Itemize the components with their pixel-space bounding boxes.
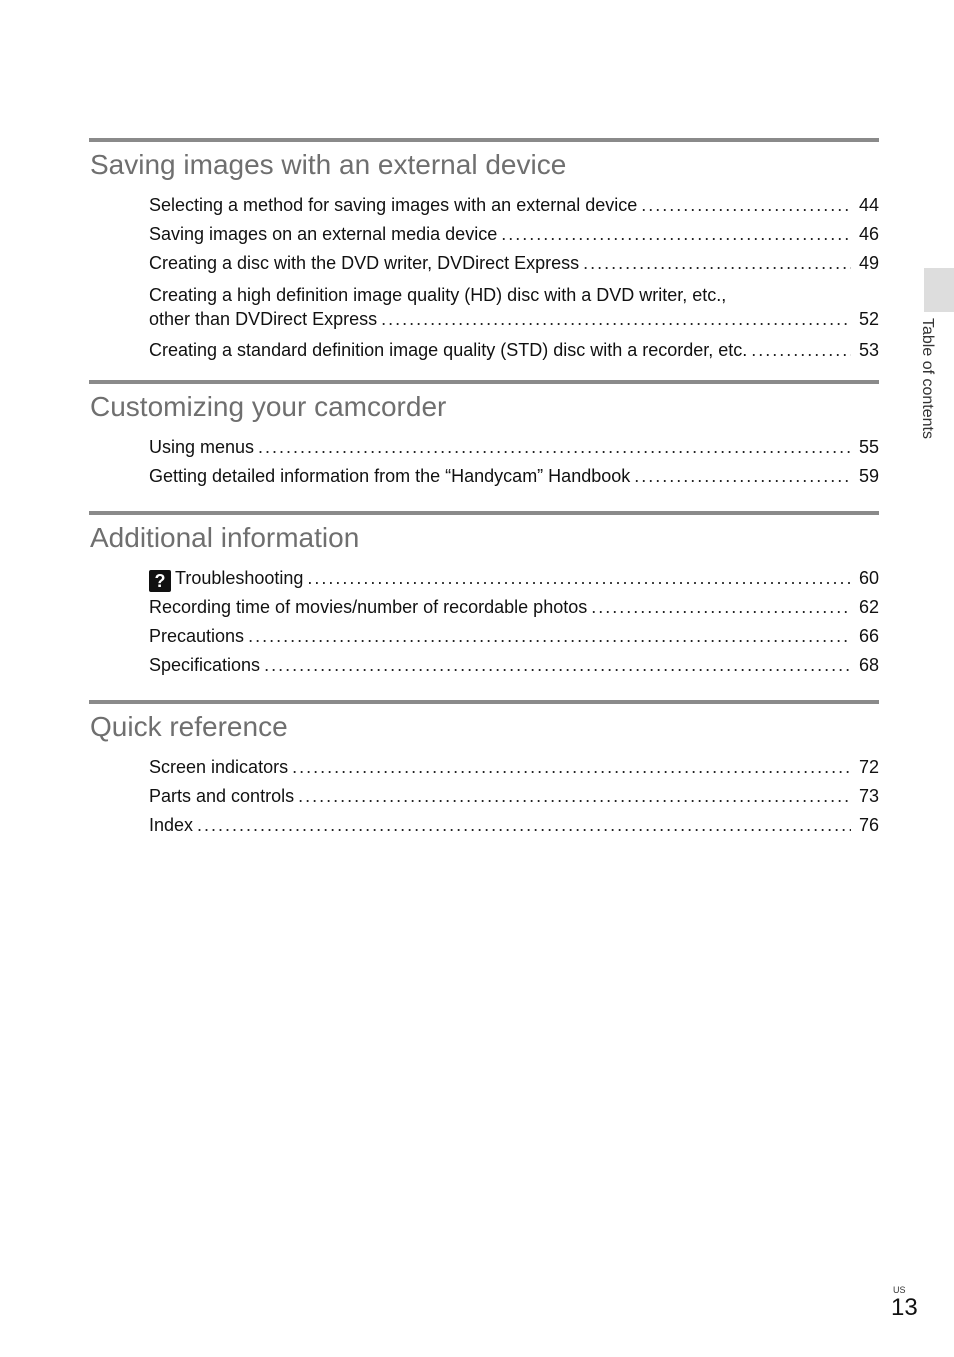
entry-page: 66 [858, 626, 879, 646]
leader-dots [501, 220, 851, 249]
region-code: US [893, 1285, 906, 1295]
entry-page: 60 [858, 568, 879, 588]
entry-label: Recording time of movies/number of recordable photos [149, 597, 588, 617]
entries [149, 191, 879, 365]
entry-label: Getting detailed information from the “Handycam” Handbook [149, 466, 631, 486]
leader-dots [307, 564, 851, 593]
section-title: Additional information [90, 522, 360, 553]
toc-entry[interactable] [149, 433, 879, 462]
leader-dots [591, 593, 851, 622]
toc-entry[interactable] [149, 622, 879, 651]
section-additional-info [89, 511, 879, 680]
leader-dots [292, 753, 851, 782]
entry-page: 72 [858, 757, 879, 777]
entry-label: Screen indicators [149, 757, 289, 777]
entry-label: Selecting a method for saving images with an external device [149, 195, 638, 215]
toc-entry[interactable] [149, 651, 879, 680]
leader-dots [751, 336, 851, 365]
entry-page: 68 [858, 655, 879, 675]
section-customizing [89, 380, 879, 491]
entry-label: Using menus [149, 437, 255, 457]
entry-page: 53 [858, 340, 879, 360]
leader-dots [264, 651, 851, 680]
entry-label-wrap [149, 564, 303, 593]
section-title: Saving images with an external device [90, 149, 567, 180]
entry-label: Troubleshooting [175, 568, 304, 588]
toc-entry[interactable] [149, 336, 879, 365]
section-quick-reference [89, 700, 879, 840]
entry-label: other than DVDirect Express [149, 309, 378, 329]
leader-dots [298, 782, 851, 811]
entry-page: 76 [858, 815, 879, 835]
leader-dots [634, 462, 851, 491]
section-rule [89, 138, 879, 142]
toc-entry[interactable] [149, 249, 879, 278]
toc-entry[interactable] [149, 220, 879, 249]
toc-entry[interactable] [149, 191, 879, 220]
leader-dots [258, 433, 851, 462]
section-rule [89, 380, 879, 384]
side-label: Table of contents [919, 318, 936, 439]
entry-label: Index [149, 815, 194, 835]
entry-label: Specifications [149, 655, 261, 675]
leader-dots [381, 307, 851, 331]
leader-dots [641, 191, 851, 220]
entry-label: Creating a disc with the DVD writer, DVDirect Express [149, 253, 580, 273]
section-saving-images [89, 138, 879, 365]
side-tab-marker [924, 268, 954, 312]
page-number: 13 [891, 1294, 918, 1321]
entry-label-line1: Creating a high definition image quality (HD) disc with a DVD writer, etc., [149, 285, 727, 305]
toc-entry[interactable] [149, 593, 879, 622]
toc-entry[interactable] [149, 782, 879, 811]
section-title: Customizing your camcorder [90, 391, 447, 422]
entry-label: Precautions [149, 626, 245, 646]
entry-page: 46 [858, 224, 879, 244]
question-icon: ? [149, 570, 171, 592]
entry-page: 49 [858, 253, 879, 273]
leader-dots [583, 249, 851, 278]
entry-page: 52 [858, 309, 879, 329]
toc-entry[interactable] [149, 278, 879, 336]
entry-page: 62 [858, 597, 879, 617]
toc-entry[interactable] [149, 462, 879, 491]
entry-page: 73 [858, 786, 879, 806]
leader-dots [197, 811, 851, 840]
section-title: Quick reference [90, 711, 288, 742]
leader-dots [248, 622, 851, 651]
entry-page: 44 [858, 195, 879, 215]
toc-entry[interactable] [149, 564, 879, 593]
entry-label: Creating a standard definition image quality (STD) disc with a recorder, etc. [149, 340, 748, 360]
section-rule [89, 700, 879, 704]
entries [149, 753, 879, 840]
entry-label: Saving images on an external media device [149, 224, 498, 244]
entry-page: 59 [858, 466, 879, 486]
toc-entry[interactable] [149, 753, 879, 782]
toc-entry[interactable] [149, 811, 879, 840]
entry-label: Parts and controls [149, 786, 295, 806]
entries [149, 433, 879, 491]
section-rule [89, 511, 879, 515]
entry-page: 55 [858, 437, 879, 457]
entries [149, 564, 879, 680]
